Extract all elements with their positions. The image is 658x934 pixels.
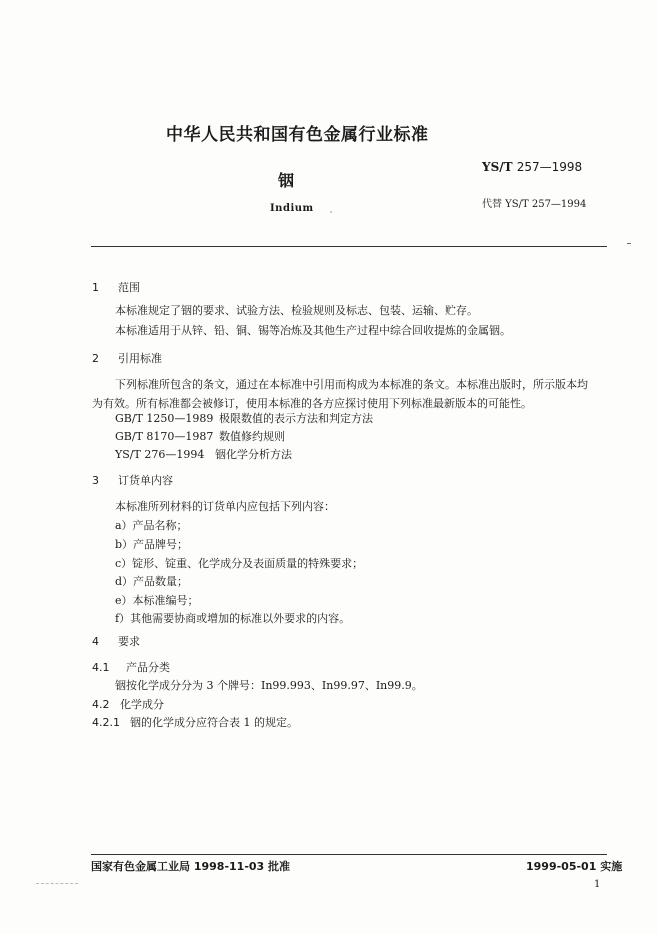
reference-code: YS/T 276—1994 xyxy=(115,448,205,461)
replaces-standard: 代替 YS/T 257—1994 xyxy=(482,199,587,210)
section-1-paragraph-2: 本标准适用于从锌、铅、铜、锡等冶炼及其他生产过程中综合回收提炼的金属铟。 xyxy=(115,324,511,337)
effective-date: 1999-05-01 实施 xyxy=(526,860,623,873)
section-1-heading xyxy=(92,279,140,295)
reference-item xyxy=(115,428,285,444)
subsection-4-2-1 xyxy=(92,714,298,730)
section-title: 引用标准 xyxy=(118,352,162,365)
section-title: 订货单内容 xyxy=(118,474,173,487)
section-number: 4 xyxy=(92,635,99,648)
section-number: 3 xyxy=(92,474,99,487)
subsection-number: 4.2 xyxy=(92,698,110,711)
subsection-number: 4.1 xyxy=(92,661,110,674)
page-number: 1 xyxy=(594,879,601,890)
list-item: f）其他需要协商或增加的标准以外要求的内容。 xyxy=(115,612,351,625)
subsection-text: 铟的化学成分应符合表 1 的规定。 xyxy=(130,716,298,729)
scan-artifact xyxy=(36,883,78,884)
reference-item xyxy=(115,446,292,462)
scan-mark xyxy=(627,243,631,244)
section-3-intro: 本标准所列材料的订货单内应包括下列内容： xyxy=(115,500,335,513)
list-item: c）锭形、锭重、化学成分及表面质量的特殊要求； xyxy=(115,557,364,570)
section-2-paragraph-line-1: 下列标准所包含的条文，通过在本标准中引用而构成为本标准的条文。本标准出版时，所示版本均 xyxy=(115,378,588,391)
header-divider xyxy=(91,246,607,247)
subsection-number: 4.2.1 xyxy=(92,716,120,729)
section-1-paragraph-1: 本标准规定了铟的要求、试验方法、检验规则及标志、包装、运输、贮存。 xyxy=(115,304,478,317)
reference-title: 极限数值的表示方法和判定方法 xyxy=(219,412,373,425)
section-title: 范围 xyxy=(118,281,140,294)
subsection-4-2-heading xyxy=(92,696,164,712)
reference-item xyxy=(115,410,373,426)
document-title: 铟 xyxy=(278,171,295,190)
section-number: 2 xyxy=(92,352,99,365)
reference-code: GB/T 1250—1989 xyxy=(115,412,214,425)
reference-code: GB/T 8170—1987 xyxy=(115,430,214,443)
section-title: 要求 xyxy=(118,635,140,648)
list-item: a）产品名称； xyxy=(115,519,188,532)
standard-number xyxy=(482,160,582,174)
approval-line: 国家有色金属工业局 1998-11-03 批准 xyxy=(91,860,291,873)
list-item: b）产品牌号； xyxy=(115,538,189,551)
standard-year: 257—1998 xyxy=(516,160,583,174)
section-2-paragraph-line-2: 为有效。所有标准都会被修订，使用本标准的各方应探讨使用下列标准最新版本的可能性。 xyxy=(92,397,532,410)
footer-divider xyxy=(91,854,607,855)
subsection-title: 化学成分 xyxy=(120,698,164,711)
subsection-4-1-heading xyxy=(92,659,170,675)
standard-prefix: YS/T xyxy=(482,160,513,174)
section-number: 1 xyxy=(92,281,99,294)
document-subtitle: Indium xyxy=(270,203,314,214)
section-2-heading xyxy=(92,350,162,366)
list-item: d）产品数量； xyxy=(115,575,189,588)
section-3-heading xyxy=(92,472,173,488)
list-item: e）本标准编号； xyxy=(115,594,199,607)
subsection-title: 产品分类 xyxy=(126,661,170,674)
issuing-body-title: 中华人民共和国有色金属行业标准 xyxy=(166,125,429,145)
subsection-4-1-text: 铟按化学成分分为 3 个牌号：In99.993、In99.97、In99.9。 xyxy=(115,679,423,692)
section-4-heading xyxy=(92,633,140,649)
reference-title: 数值修约规则 xyxy=(219,430,285,443)
reference-title: 铟化学分析方法 xyxy=(215,448,292,461)
scan-speck xyxy=(330,211,332,213)
